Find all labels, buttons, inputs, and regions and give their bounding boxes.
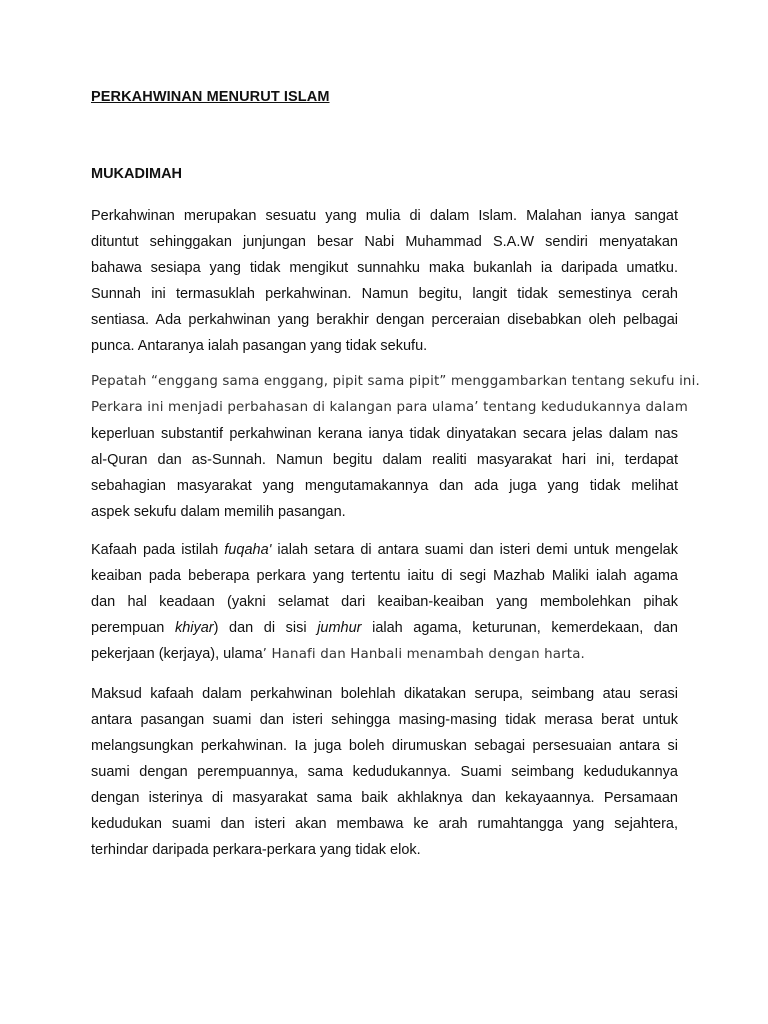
text-line: suami dengan perempuannya, sama kedudukannya. Suami seimbang kedudukannya	[91, 764, 678, 780]
text-line: terhindar daripada perkara-perkara yang tidak elok.	[91, 842, 421, 858]
text-line: bahawa sesiapa yang tidak mengikut sunnahku maka bukanlah ia daripada umatku.	[91, 260, 678, 276]
italic-term: fuqaha'	[224, 542, 272, 558]
text-run: perempuan	[91, 620, 175, 636]
text-line: melangsungkan perkahwinan. Ia juga boleh dirumuskan sebagai persesuaian antara si	[91, 738, 678, 754]
text-line: punca. Antaranya ialah pasangan yang tidak sekufu.	[91, 338, 428, 354]
text-line: Pepatah “enggang sama enggang, pipit sama pipit” menggambarkan tentang sekufu ini.	[91, 374, 700, 389]
text-run: ) dan di sisi	[213, 620, 318, 636]
text-line	[91, 641, 678, 667]
text-line	[91, 615, 678, 641]
text-run: ’ Hanafi dan Hanbali menambah dengan harta.	[262, 647, 585, 662]
text-line: sebahagian masyarakat yang mengutamakannya dan ada juga yang tidak melihat	[91, 478, 678, 494]
text-line: dan hal keadaan (yakni selamat dari keaiban-keaiban yang membolehkan pihak	[91, 594, 678, 610]
text-line: dituntut sehinggakan junjungan besar Nabi Muhammad S.A.W sendiri menyatakan	[91, 234, 678, 250]
text-line: sentiasa. Ada perkahwinan yang berakhir dengan perceraian disebabkan oleh pelbagai	[91, 312, 678, 328]
text-line	[91, 537, 678, 563]
section-heading: MUKADIMAH	[91, 166, 183, 182]
text-run: Kafaah pada istilah	[91, 542, 225, 558]
paragraph-sekufu	[91, 369, 700, 525]
text-line: Perkara ini menjadi perbahasan di kalangan para ulama’ tentang kedudukannya dalam	[91, 400, 688, 415]
text-line: Maksud kafaah dalam perkahwinan bolehlah dikatakan serupa, seimbang atau serasi	[91, 686, 678, 702]
text-line: keaiban pada beberapa perkara yang tertentu iaitu di segi Mazhab Maliki ialah agama	[91, 568, 678, 584]
italic-term: jumhur	[317, 620, 362, 636]
paragraph-intro	[91, 203, 678, 359]
text-line: al-Quran dan as-Sunnah. Namun begitu dalam realiti masyarakat hari ini, terdapat	[91, 452, 678, 468]
paragraph-maksud	[91, 681, 678, 863]
text-run: ialah agama, keturunan, kemerdekaan, dan	[361, 620, 678, 636]
italic-term: khiyar	[174, 620, 214, 636]
text-run: pekerjaan (kerjaya), ulama	[91, 646, 263, 662]
text-line: dengan isterinya di masyarakat sama baik akhlaknya dan kekayaannya. Persamaan	[91, 790, 678, 806]
text-line: kedudukan suami dan isteri akan membawa ke arah rumahtangga yang sejahtera,	[91, 816, 678, 832]
text-line: Perkahwinan merupakan sesuatu yang mulia di dalam Islam. Malahan ianya sangat	[91, 208, 678, 224]
paragraph-kafaah	[91, 537, 678, 667]
document-title: PERKAHWINAN MENURUT ISLAM	[91, 89, 330, 105]
text-line: Sunnah ini termasuklah perkahwinan. Namun begitu, langit tidak semestinya cerah	[91, 286, 678, 302]
text-run: ialah setara di antara suami dan isteri demi untuk mengelak	[271, 542, 678, 558]
text-line: antara pasangan suami dan isteri sehingga masing-masing tidak merasa berat untuk	[91, 712, 678, 728]
text-line: keperluan substantif perkahwinan kerana ianya tidak dinyatakan secara jelas dalam nas	[91, 426, 678, 442]
text-line: aspek sekufu dalam memilih pasangan.	[91, 504, 346, 520]
